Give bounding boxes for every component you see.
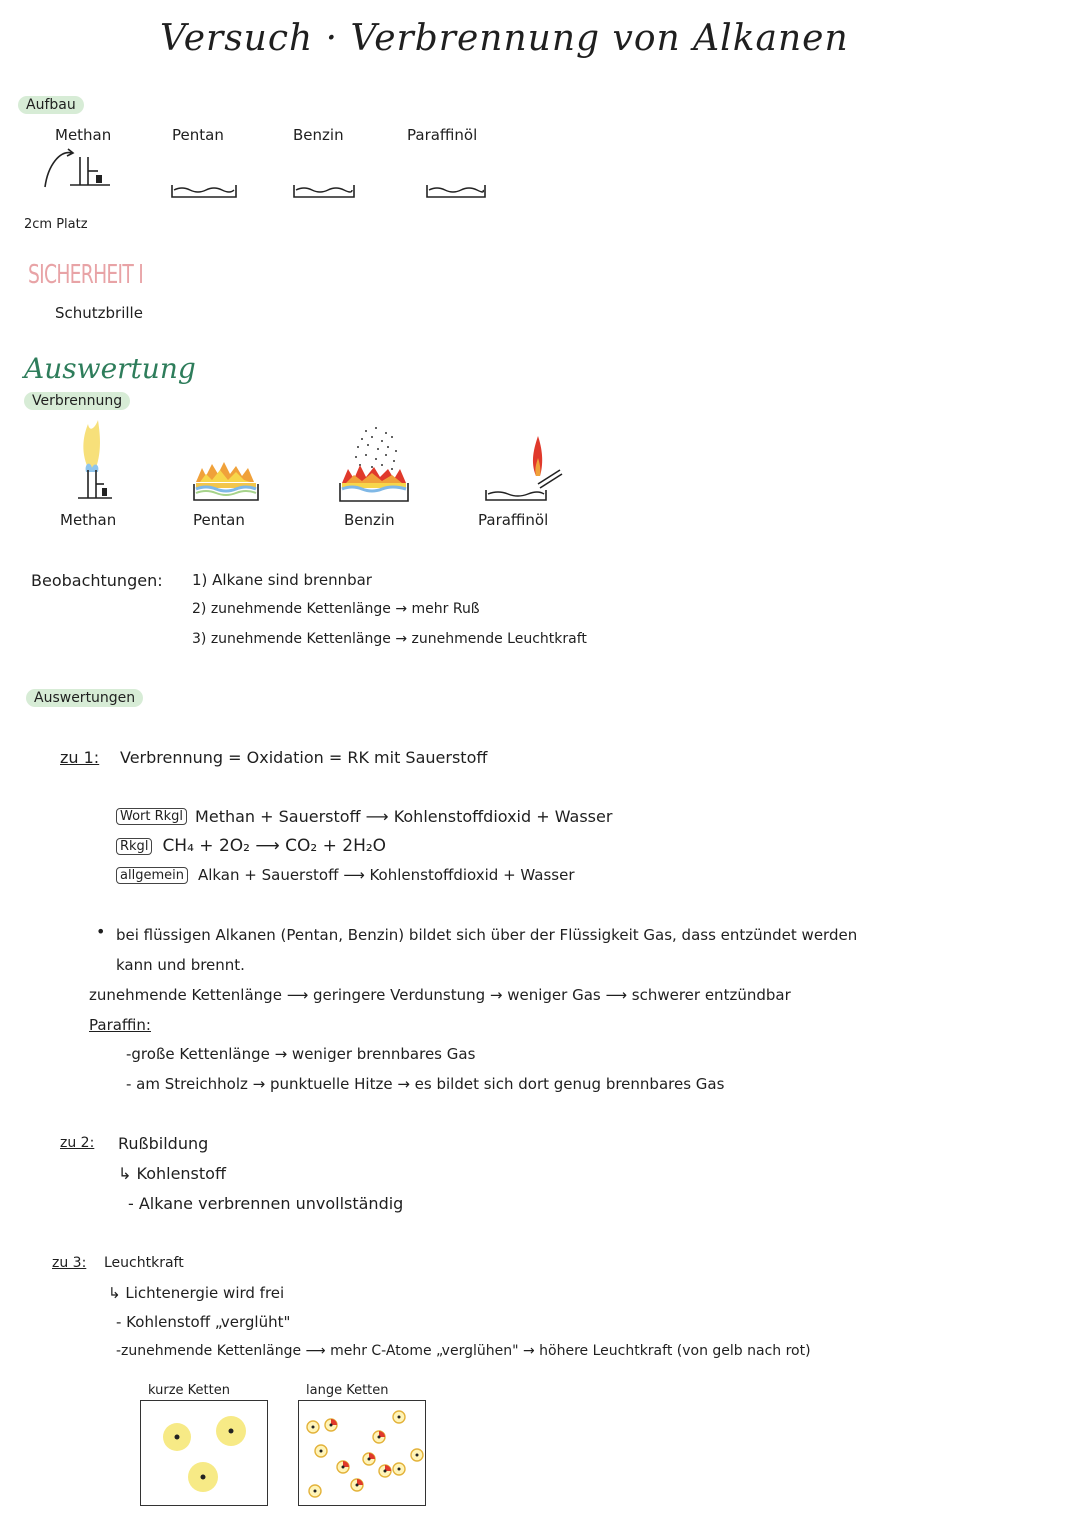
beobachtung-2: 2) zunehmende Kettenlänge → mehr Ruß: [192, 601, 480, 617]
lange-ketten-box: [298, 1400, 426, 1506]
zu1-bullet-cont: kann und brennt.: [116, 956, 245, 974]
beobachtung-1: 1) Alkane sind brennbar: [192, 571, 372, 589]
aufbau-tag: Aufbau: [18, 96, 84, 114]
pentan-flame-sketch: [192, 460, 262, 505]
aufbau-note: 2cm Platz: [24, 217, 88, 232]
zu2-text: Rußbildung: [118, 1134, 209, 1153]
reaction-row-wort: [116, 807, 612, 826]
aufbau-paraffinoel-label: Paraffinöl: [407, 126, 478, 144]
paraffin-line-1: -große Kettenlänge → weniger brennbares Gas: [126, 1045, 476, 1063]
zu3-text: Leuchtkraft: [104, 1255, 184, 1271]
verbrennung-tag: Verbrennung: [24, 392, 130, 410]
reaction-text-rkgl: CH₄ + 2O₂ ⟶ CO₂ + 2H₂O: [162, 836, 387, 856]
sicherheit-heading: SICHERHEIT I: [28, 260, 144, 290]
aufbau-pentan-label: Pentan: [172, 126, 224, 144]
pentan-dish-sketch: [170, 183, 240, 203]
zu3-line-3: -zunehmende Kettenlänge ⟶ mehr C-Atome „verglühen" → höhere Leuchtkraft (von gelb nach rot): [116, 1343, 811, 1359]
methan-burner-sketch: [40, 145, 120, 205]
reaction-box-allgemein: allgemein: [116, 867, 188, 884]
verbrennung-paraffinoel-label: Paraffinöl: [478, 511, 549, 529]
reaction-text-wort: Methan + Sauerstoff ⟶ Kohlenstoffdioxid + Wasser: [195, 807, 613, 826]
beobachtung-3: 3) zunehmende Kettenlänge → zunehmende Leuchtkraft: [192, 631, 587, 647]
verbrennung-pentan-label: Pentan: [193, 511, 245, 529]
reaction-box-rkgl: Rkgl: [116, 838, 152, 855]
zu1-label: zu 1:: [60, 748, 100, 767]
bullet-dot: •: [96, 922, 106, 941]
lange-ketten-label: lange Ketten: [306, 1383, 389, 1398]
kurze-ketten-label: kurze Ketten: [148, 1383, 230, 1398]
reaction-text-allgemein: Alkan + Sauerstoff ⟶ Kohlenstoffdioxid + Wasser: [197, 866, 575, 884]
beobachtungen-label: Beobachtungen:: [31, 571, 163, 590]
zu1-text: Verbrennung = Oxidation = RK mit Sauerstoff: [120, 748, 488, 767]
zu2-line-1: ↳ Kohlenstoff: [118, 1164, 226, 1183]
kurze-ketten-particles: [141, 1401, 267, 1505]
zu3-line-1: ↳ Lichtenergie wird frei: [108, 1284, 285, 1302]
benzin-flame-sketch: [336, 425, 416, 507]
reaction-row-allgemein: [116, 866, 575, 884]
verbrennung-methan-label: Methan: [60, 511, 117, 529]
auswertungen-tag: Auswertungen: [26, 689, 143, 707]
benzin-dish-sketch: [292, 183, 362, 203]
zu2-line-2: - Alkane verbrennen unvollständig: [128, 1194, 404, 1213]
aufbau-benzin-label: Benzin: [293, 126, 344, 144]
kurze-ketten-box: [140, 1400, 268, 1506]
auswertung-heading: Auswertung: [24, 352, 196, 385]
sicherheit-item: Schutzbrille: [55, 304, 143, 322]
zu3-line-2: - Kohlenstoff „verglüht": [116, 1313, 291, 1331]
zu1-chain: zunehmende Kettenlänge ⟶ geringere Verdunstung → weniger Gas ⟶ schwerer entzündbar: [89, 986, 791, 1004]
paraffinoel-flame-sketch: [480, 432, 570, 504]
paraffin-label: Paraffin:: [89, 1016, 151, 1034]
reaction-box-wort: Wort Rkgl: [116, 808, 187, 825]
reaction-row-rkgl: [116, 836, 386, 856]
paraffinoel-dish-sketch: [425, 183, 495, 203]
methan-flame-sketch: [60, 420, 120, 510]
zu3-label: zu 3:: [52, 1255, 87, 1271]
verbrennung-benzin-label: Benzin: [344, 511, 395, 529]
zu2-label: zu 2:: [60, 1135, 95, 1151]
aufbau-methan-label: Methan: [55, 126, 112, 144]
lange-ketten-particles: [299, 1401, 425, 1505]
paraffin-line-2: - am Streichholz → punktuelle Hitze → es bildet sich dort genug brennbares Gas: [126, 1075, 725, 1093]
zu1-bullet: bei flüssigen Alkanen (Pentan, Benzin) bildet sich über der Flüssigkeit Gas, dass entzündet werden: [116, 926, 858, 944]
page-title: Versuch · Verbrennung von Alkanen: [160, 18, 849, 59]
